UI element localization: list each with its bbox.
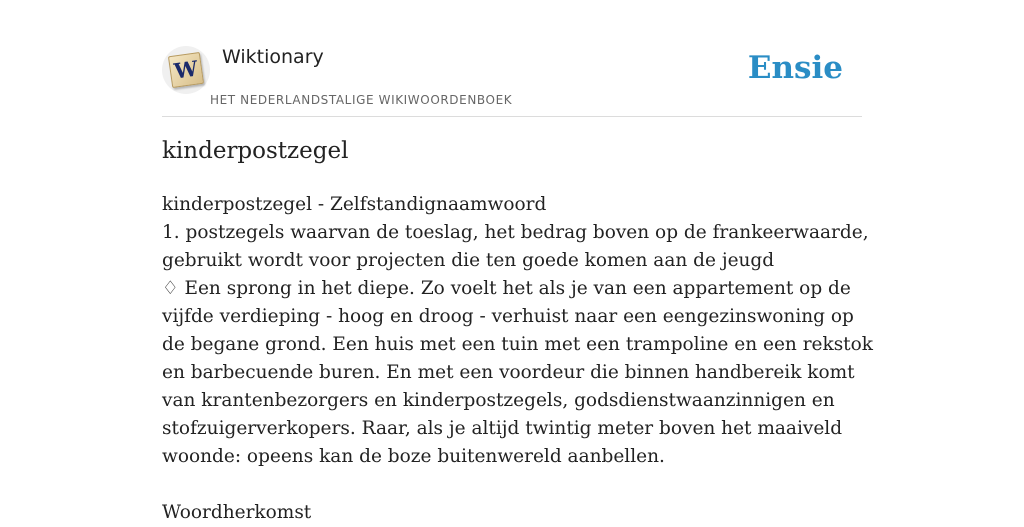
entry-content (162, 191, 874, 527)
page-title: kinderpostzegel (162, 138, 349, 164)
ensie-brand-logo[interactable]: Ensie (747, 50, 843, 86)
definition: 1. postzegels waarvan de toeslag, het bedrag boven op de frankeerwaarde, gebruikt wordt voor projecten die ten goede komen aan de jeugd (162, 222, 869, 271)
site-name[interactable]: Wiktionary (222, 46, 324, 68)
spacer (162, 471, 874, 499)
site-tagline: HET NEDERLANDSTALIGE WIKIWOORDENBOEK (210, 93, 513, 107)
site-header (162, 40, 862, 117)
scrabble-tile-icon (168, 52, 204, 88)
headword-line: kinderpostzegel - Zelfstandignaamwoord (162, 194, 547, 215)
section-heading-etymology: Woordherkomst (162, 502, 312, 523)
wiktionary-logo[interactable] (162, 46, 210, 94)
example-quote: ♢ Een sprong in het diepe. Zo voelt het als je van een appartement op de vijfde verdieping - hoog en droog - verhuist naar een eengezinswoning op de begane grond. Een huis met een tuin met een trampoline en een rekstok en barbecuende buren. En met een voordeur die binnen handbereik komt van krantenbezorgers en kinderpostzegels, godsdienstwaanzinnigen en stofzuigerverkopers. Raar, als je altijd twintig meter boven het maaiveld woonde: opeens kan de boze buitenwereld aanbellen. (162, 278, 873, 467)
logo-letter: W (172, 55, 200, 84)
